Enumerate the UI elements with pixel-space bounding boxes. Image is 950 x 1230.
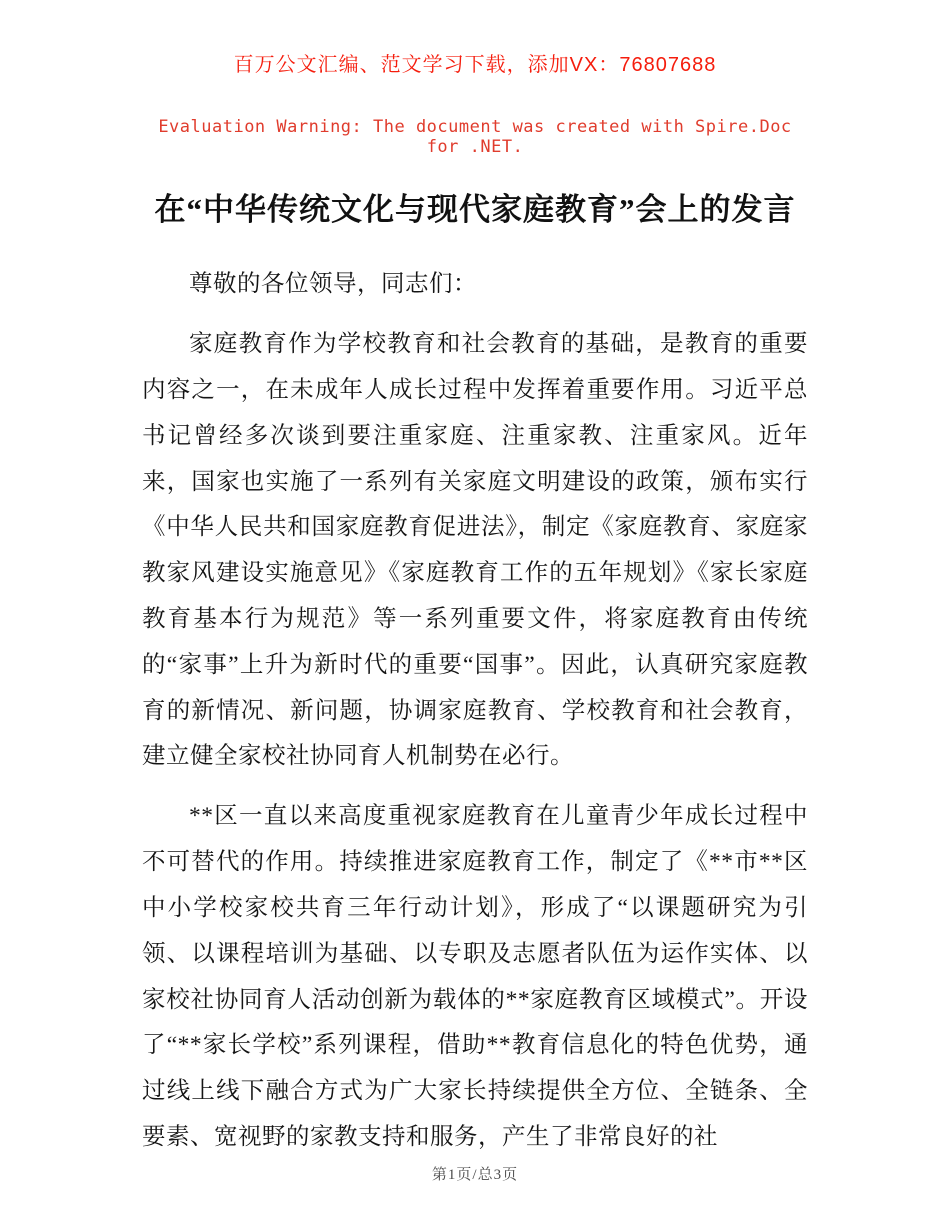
promo-header-text: 百万公文汇编、范文学习下载，添加VX：76807688 xyxy=(233,54,717,76)
paragraph-salutation: 尊敬的各位领导，同志们： xyxy=(189,271,477,298)
paragraph-body-2: **区一直以来高度重视家庭教育在儿童青少年成长过程中不可替代的作用。持续推进家庭教育工作，制定了《**市**区中小学校家校共育三年行动计划》，形成了“以课题研究为引领、以课程培训为基础、以专职及志愿者队伍为运作实体、以家校社协同育人活动创新为载体的**家庭教育区域模式”。开设了“**家长学校”系列课程，借助**教育信息化的特色优势，通过线上线下融合方式为广大家长持续提供全方位、全链条、全要素、宽视野的家教支持和服务，产生了非常良好的社 xyxy=(142,803,808,1150)
document-title: 在“中华传统文化与现代家庭教育”会上的发言 xyxy=(154,192,796,227)
evaluation-warning-text: Evaluation Warning: The document was created with Spire.Doc for .NET. xyxy=(158,117,792,157)
paragraph-body-1: 家庭教育作为学校教育和社会教育的基础，是教育的重要内容之一，在未成年人成长过程中发挥着重要作用。习近平总书记曾经多次谈到要注重家庭、注重家教、注重家风。近年来，国家也实施了一系列有关家庭文明建设的政策，颁布实行《中华人民共和国家庭教育促进法》，制定《家庭教育、家庭家教家风建设实施意见》《家庭教育工作的五年规划》《家长家庭教育基本行为规范》等一系列重要文件，将家庭教育由传统的“家事”上升为新时代的重要“国事”。因此，认真研究家庭教育的新情况、新问题，协调家庭教育、学校教育和社会教育，建立健全家校社协同育人机制势在必行。 xyxy=(142,331,808,770)
page-number-indicator: 第1页/总3页 xyxy=(431,1167,519,1183)
document-body xyxy=(142,262,808,1160)
